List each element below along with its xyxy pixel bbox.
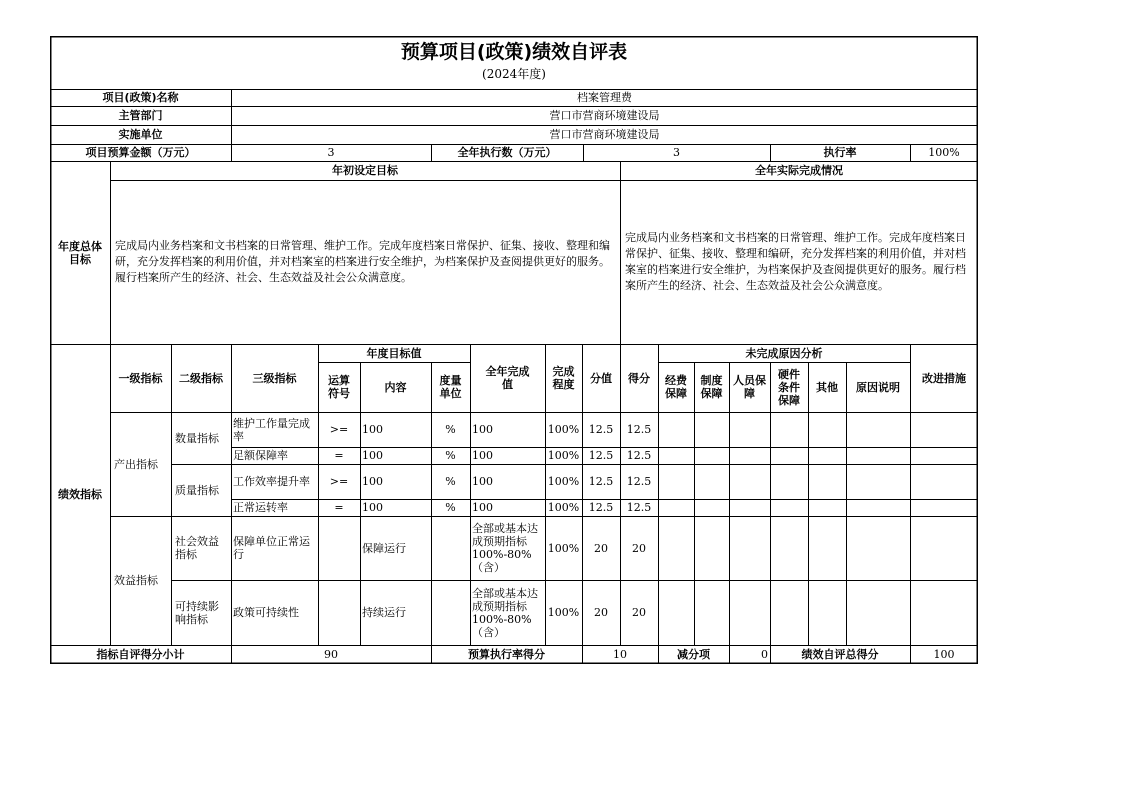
indicator-name: 保障单位正常运行 <box>233 535 310 561</box>
exec-score-label: 预算执行率得分 <box>468 648 545 661</box>
subtotal-label: 指标自评得分小计 <box>96 648 185 661</box>
header-measures: 改进措施 <box>922 371 966 385</box>
exec-rate-label: 执行率 <box>823 146 857 159</box>
indicator-unit: % <box>445 423 456 436</box>
header-system: 制度保障 <box>700 374 723 400</box>
actual-goal-header: 全年实际完成情况 <box>755 164 843 177</box>
indicator-content: 100 <box>362 501 383 514</box>
header-hardware: 硬件条件保障 <box>778 367 800 407</box>
header-other: 其他 <box>816 380 838 394</box>
indicator-degree: 100% <box>547 606 580 619</box>
indicator-score: 20 <box>632 541 646 555</box>
indicator-annual-value: 全部或基本达成预期指标100%-80%（含） <box>472 522 538 574</box>
indicator-annual-value: 100 <box>472 475 493 488</box>
indicator-operator <box>318 516 360 580</box>
indicator-name: 维护工作量完成率 <box>233 416 310 443</box>
indicator-unit: % <box>445 501 456 514</box>
indicator-unit: % <box>445 475 456 488</box>
plan-goal-header: 年初设定目标 <box>332 164 398 177</box>
subtotal-value: 90 <box>324 648 338 661</box>
indicator-score-value: 12.5 <box>588 423 614 436</box>
total-value: 100 <box>933 648 955 661</box>
indicator-score-value: 12.5 <box>588 501 614 514</box>
dept-label: 主管部门 <box>118 109 163 122</box>
group-quantity: 数量指标 <box>175 431 219 445</box>
exec-rate-value: 100% <box>928 146 960 159</box>
indicator-operator: >= <box>329 475 349 488</box>
project-name-value: 档案管理费 <box>577 91 632 104</box>
indicator-score: 12.5 <box>626 501 652 514</box>
indicator-unit <box>431 580 470 645</box>
indicator-unit <box>431 516 470 580</box>
form-subtitle: (2024年度) <box>482 66 546 81</box>
indicator-unit: % <box>445 449 456 462</box>
indicator-content: 保障运行 <box>362 541 406 555</box>
budget-value: 3 <box>327 146 335 159</box>
header-reason-desc: 原因说明 <box>856 380 900 394</box>
indicator-score-value: 20 <box>594 606 608 619</box>
group-benefit: 效益指标 <box>114 574 158 587</box>
indicator-degree: 100% <box>547 423 580 436</box>
indicator-operator: >= <box>329 423 349 436</box>
perf-section-label: 绩效指标 <box>58 488 102 501</box>
actual-goal-text: 完成局内业务档案和文书档案的日常管理、维护工作。完成年度档案日常保护、征集、接收、整理和编研，充分发挥档案的利用价值，并对档案室的档案进行安全维护，为档案保护及查阅提供更好的服务。履行档案所产生的经济、社会、生态效益及社会公众满意度。 <box>625 231 966 292</box>
header-annual-value: 全年完成值 <box>485 365 530 391</box>
impl-unit-label: 实施单位 <box>118 128 163 141</box>
exec-score-value: 10 <box>613 648 627 661</box>
indicator-operator <box>318 580 360 645</box>
header-unit: 度量单位 <box>439 374 462 400</box>
header-degree: 完成程度 <box>552 365 575 391</box>
indicator-annual-value: 100 <box>472 449 493 462</box>
indicator-degree: 100% <box>547 501 580 514</box>
group-output: 产出指标 <box>114 457 158 471</box>
plan-goal-text: 完成局内业务档案和文书档案的日常管理、维护工作。完成年度档案日常保护、征集、接收、整理和编研，充分发挥档案的利用价值，并对档案室的档案进行安全维护，为档案保护及查阅提供更好的服务。履行档案所产生的经济、社会、生态效益及社会公众满意度。 <box>115 239 610 284</box>
deduct-value: 0 <box>761 648 768 661</box>
header-target-group: 年度目标值 <box>366 346 422 360</box>
indicator-name: 正常运转率 <box>233 501 288 514</box>
header-score: 得分 <box>628 371 650 385</box>
indicator-score-value: 20 <box>594 541 608 555</box>
indicator-score-value: 12.5 <box>588 475 614 488</box>
exec-amount-label: 全年执行数（万元） <box>457 146 557 159</box>
header-content: 内容 <box>384 380 407 394</box>
indicator-degree: 100% <box>547 541 580 555</box>
group-sustain: 可持续影响指标 <box>175 599 219 626</box>
group-social: 社会效益指标 <box>175 535 219 561</box>
total-label: 绩效自评总得分 <box>801 648 879 661</box>
indicator-name: 足额保障率 <box>233 449 288 462</box>
indicator-content: 持续运行 <box>362 606 406 619</box>
header-funding: 经费保障 <box>665 374 687 400</box>
header-reason-group: 未完成原因分析 <box>745 346 823 360</box>
indicator-degree: 100% <box>547 475 580 488</box>
indicator-annual-value: 100 <box>472 423 493 436</box>
header-level2: 二级指标 <box>179 371 223 385</box>
indicator-content: 100 <box>362 449 383 462</box>
indicator-operator: = <box>334 449 344 462</box>
form-title: 预算项目(政策)绩效自评表 <box>400 40 628 63</box>
indicator-operator: = <box>334 501 344 514</box>
evaluation-form <box>50 36 978 664</box>
dept-value: 营口市营商环境建设局 <box>549 109 660 122</box>
indicator-content: 100 <box>362 475 383 488</box>
budget-label: 项目预算金额（万元） <box>85 146 196 159</box>
header-operator: 运算符号 <box>328 374 350 400</box>
indicator-score: 12.5 <box>626 449 652 462</box>
impl-unit-value: 营口市营商环境建设局 <box>549 128 660 141</box>
indicator-name: 工作效率提升率 <box>233 475 310 488</box>
header-level3: 三级指标 <box>252 371 297 385</box>
annual-goal-label: 年度总体目标 <box>58 239 102 266</box>
indicator-name: 政策可持续性 <box>233 606 299 619</box>
deduct-label: 减分项 <box>677 648 710 661</box>
indicator-annual-value: 100 <box>472 501 493 514</box>
indicator-score: 12.5 <box>626 475 652 488</box>
header-level1: 一级指标 <box>118 371 163 385</box>
header-score-value: 分值 <box>590 371 612 385</box>
indicator-score: 20 <box>632 606 646 619</box>
indicator-degree: 100% <box>547 449 580 462</box>
indicator-content: 100 <box>362 423 383 436</box>
header-personnel: 人员保障 <box>733 374 766 400</box>
exec-amount-value: 3 <box>673 146 680 159</box>
indicator-score-value: 12.5 <box>588 449 614 462</box>
group-quality: 质量指标 <box>175 483 219 497</box>
indicator-score: 12.5 <box>626 423 652 436</box>
project-name-label: 项目(政策)名称 <box>102 91 179 104</box>
indicator-annual-value: 全部或基本达成预期指标100%-80%（含） <box>472 586 538 639</box>
